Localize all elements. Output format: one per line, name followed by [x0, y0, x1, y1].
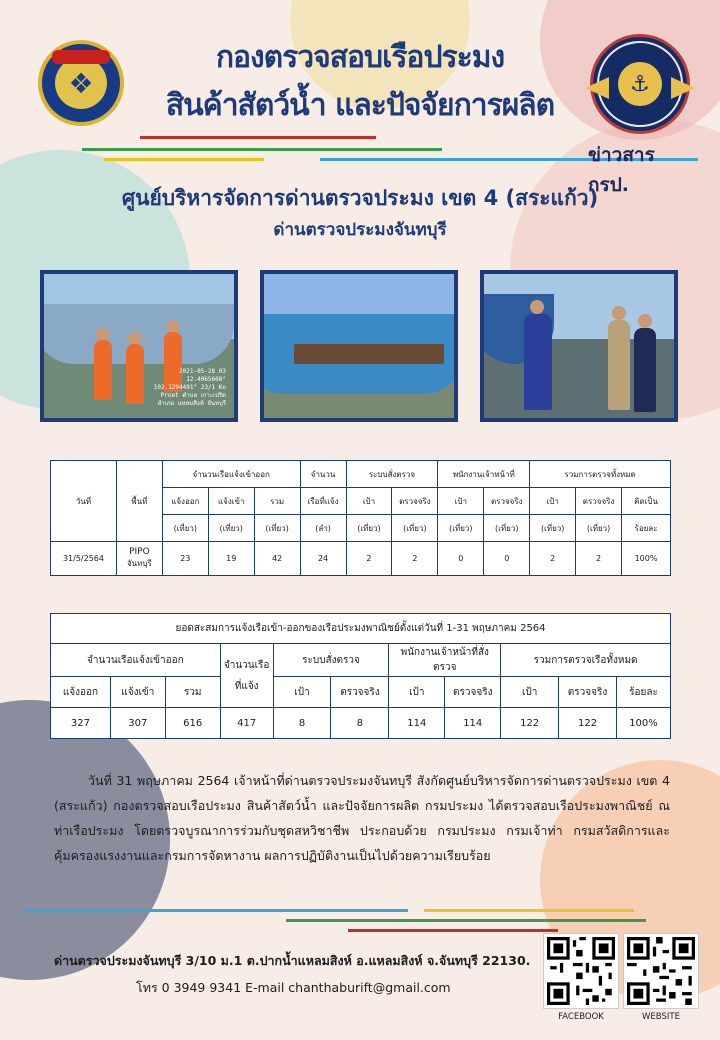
seal-ribbon	[52, 50, 110, 64]
header-officer-group: พนักงานเจ้าหน้าที่	[438, 461, 530, 488]
header-tot-actual: ตรวจจริง	[559, 677, 617, 708]
table-row	[51, 708, 671, 739]
station-title: ด่านตรวจประมงจันทบุรี	[273, 220, 447, 240]
cell-area-line1: PIPO	[129, 547, 150, 557]
cell-tot-actual: 122	[559, 708, 617, 739]
header-off-actual: ตรวจจริง	[484, 488, 530, 515]
person-figure	[524, 314, 552, 410]
unit-trip: (เที่ยว)	[484, 515, 530, 542]
header-count-group: จำนวน	[300, 461, 346, 488]
header-area: พื้นที่	[116, 461, 162, 542]
unit-trip: (เที่ยว)	[576, 515, 622, 542]
cell-sys-actual: 2	[392, 542, 438, 576]
cell-area-line2: จันทบุรี	[126, 559, 152, 568]
header-title-line2: สินค้าสัตว์น้ำ และปัจจัยการผลิต	[165, 88, 555, 123]
photo-fishing-boat	[260, 270, 458, 422]
cell-sys-actual: 8	[331, 708, 389, 739]
photo-inspection-crew	[40, 270, 238, 422]
header-total-group: รวมการตรวจเรือทั้งหมด	[501, 644, 671, 677]
cell-in: 307	[110, 708, 165, 739]
cell-out: 23	[162, 542, 208, 576]
header-off-target: เป้า	[389, 677, 445, 708]
website-label: WEBSITE	[642, 1012, 680, 1022]
photo-officers-inspecting	[480, 270, 678, 422]
header-sys-actual: ตรวจจริง	[331, 677, 389, 708]
table-row	[51, 542, 671, 576]
cell-sys-target: 8	[273, 708, 331, 739]
divider-line	[82, 148, 442, 151]
boat-deck	[294, 344, 444, 364]
footer-contact: โทร 0 3949 9341 E-mail chanthaburift@gmail.com	[136, 980, 451, 995]
header-off-actual: ตรวจจริง	[445, 677, 501, 708]
monthly-summary-table	[50, 613, 671, 739]
header-system-group: ระบบสั่งตรวจ	[346, 461, 438, 488]
header-off-target: เป้า	[438, 488, 484, 515]
unit-trip: (เที่ยว)	[392, 515, 438, 542]
footer-address: ด่านตรวจประมงจันทบุรี 3/10 ม.1 ต.ปากน้ำแหลมสิงห์ อ.แหลมสิงห์ จ.จันทบุรี 22130.	[54, 953, 531, 968]
cell-tot-target: 2	[530, 542, 576, 576]
header-boats-group: จำนวนเรือแจ้งเข้าออก	[162, 461, 300, 488]
unit-trip: (เที่ยว)	[438, 515, 484, 542]
cell-out: 327	[51, 708, 111, 739]
cell-sum: 42	[254, 542, 300, 576]
header-boats-reported: เรือที่แจ้ง	[300, 488, 346, 515]
unit-trip: (เที่ยว)	[346, 515, 392, 542]
unit-trip: (เที่ยว)	[208, 515, 254, 542]
department-of-fisheries-seal-icon	[38, 40, 124, 126]
news-poster	[18, 12, 702, 1028]
cell-boats: 417	[220, 708, 273, 739]
divider-line	[286, 919, 646, 922]
fishery-inspection-emblem-icon	[590, 34, 690, 134]
cell-date: 31/5/2564	[51, 542, 117, 576]
person-figure	[126, 344, 144, 404]
header-total-group: รวมการตรวจทั้งหมด	[530, 461, 671, 488]
cell-boats: 24	[300, 542, 346, 576]
header-percent: ร้อยละ	[616, 677, 670, 708]
cell-sys-target: 2	[346, 542, 392, 576]
facebook-label: FACEBOOK	[558, 1012, 604, 1022]
header-sum: รวม	[165, 677, 220, 708]
header-tot-target: เป้า	[501, 677, 559, 708]
divider-line	[424, 909, 634, 912]
header-officer-group: พนักงานเจ้าหน้าที่สั่งตรวจ	[389, 644, 501, 677]
cell-tot-target: 122	[501, 708, 559, 739]
header-tot-actual: ตรวจจริง	[576, 488, 622, 515]
header-count-group	[220, 644, 273, 708]
facebook-qr-code[interactable]	[544, 934, 618, 1008]
header-sys-target: เป้า	[273, 677, 331, 708]
header-in: แจ้งเข้า	[110, 677, 165, 708]
cell-off-actual: 0	[484, 542, 530, 576]
news-tag: ข่าวสาร กรป.	[588, 144, 655, 196]
cell-sum: 616	[165, 708, 220, 739]
cell-off-target: 114	[389, 708, 445, 739]
seal-emblem: ❖	[55, 57, 107, 109]
header-title-line1: กองตรวจสอบเรือประมง	[215, 40, 505, 75]
header-in: แจ้งเข้า	[208, 488, 254, 515]
header-out: แจ้งออก	[162, 488, 208, 515]
cell-percent: 100%	[622, 542, 671, 576]
unit-boat: (ลำ)	[300, 515, 346, 542]
header-count-line2: ที่แจ้ง	[234, 680, 259, 692]
website-qr-code[interactable]	[624, 934, 698, 1008]
header-system-group: ระบบสั่งตรวจ	[273, 644, 389, 677]
header-sys-actual: ตรวจจริง	[392, 488, 438, 515]
cell-tot-actual: 2	[576, 542, 622, 576]
cell-percent: 100%	[616, 708, 670, 739]
unit-percent: ร้อยละ	[622, 515, 671, 542]
cell-off-target: 0	[438, 542, 484, 576]
unit-trip: (เที่ยว)	[530, 515, 576, 542]
emblem-core: ⚓	[618, 62, 662, 106]
daily-inspection-table	[50, 460, 671, 576]
header-sys-target: เป้า	[346, 488, 392, 515]
header-tot-target: เป้า	[530, 488, 576, 515]
header-count-line1: จำนวนเรือ	[223, 659, 270, 671]
emblem-wing	[671, 77, 695, 99]
unit-trip: (เที่ยว)	[162, 515, 208, 542]
qr-code-icon	[547, 937, 615, 1005]
qr-code-icon	[627, 937, 695, 1005]
photo-timestamp: 2021-05-28 03 12.4065608° 102.1294491° 23/1 Ko Proet ตำบล เกาะเปริด อำเภอ แหลมสิงห์ จันทบุรี	[153, 368, 226, 407]
person-figure	[634, 328, 656, 412]
emblem-ring	[597, 41, 683, 127]
center-title: ศูนย์บริหารจัดการด่านตรวจประมง เขต 4 (สระแก้ว)	[121, 186, 599, 210]
person-figure	[608, 320, 630, 410]
divider-line	[140, 136, 376, 139]
divider-line	[104, 158, 264, 161]
person-figure	[94, 340, 112, 400]
header-date: วันที่	[51, 461, 117, 542]
header-sum: รวม	[254, 488, 300, 515]
monthly-caption: ยอดสะสมการแจ้งเรือเข้า-ออกของเรือประมงพาณิชย์ตั้งแต่วันที่ 1-31 พฤษภาคม 2564	[51, 614, 671, 644]
divider-line	[348, 929, 558, 932]
header-percent: คิดเป็น	[622, 488, 671, 515]
cell-off-actual: 114	[445, 708, 501, 739]
header-out: แจ้งออก	[51, 677, 111, 708]
unit-trip: (เที่ยว)	[254, 515, 300, 542]
cell-area	[116, 542, 162, 576]
news-paragraph: วันที่ 31 พฤษภาคม 2564 เจ้าหน้าที่ด่านตรวจประมงจันทบุรี สังกัดศูนย์บริหารจัดการด่านตรวจประมง เขต 4 (สระแก้ว) กองตรวจสอบเรือประมง สินค้าสัตว์น้ำ และปัจจัยการผลิต กรมประมง ได้ตรวจสอบเรือประมงพาณิชย์ ณ ท่าเรือประมง โดยตรวจบูรณาการร่วมกับชุดสหวิชาชีพ ประกอบด้วย กรมประมง กรมเจ้าท่า กรมสวัสดิการและคุ้มครองแรงงานและกรมการจัดหางาน ผลการปฏิบัติงานเป็นไปด้วยความเรียบร้อย	[54, 773, 670, 863]
header-boats-group: จำนวนเรือแจ้งเข้าออก	[51, 644, 221, 677]
divider-line	[24, 909, 408, 912]
cell-in: 19	[208, 542, 254, 576]
